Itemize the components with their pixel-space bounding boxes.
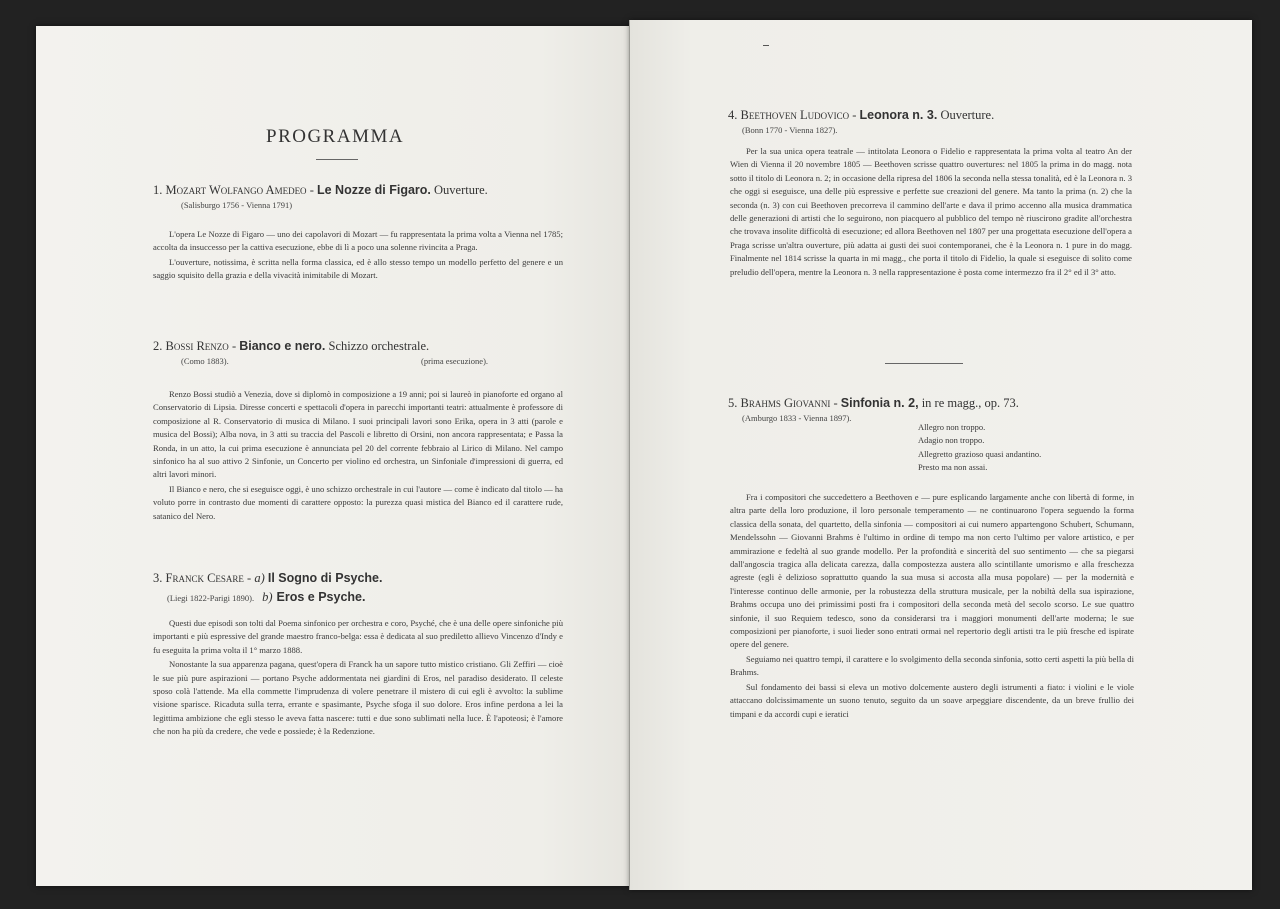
movement: Allegro non troppo.	[918, 422, 986, 432]
work-title-b: Eros e Psyche.	[276, 590, 366, 604]
paragraph: Sul fondamento dei bassi si eleva un motivo dolcemente austero degli istrumenti a fiato: i violini e le viole attaccano dolcissimamente un suono tenuto, seguito da un soave arpeggiare discendente, da un breve frullio dei timpani e da accordi cupi e ieratici	[730, 681, 1134, 719]
work-title: Le Nozze di Figaro.	[316, 183, 431, 197]
movement: Allegretto grazioso quasi andantino.	[918, 448, 1042, 459]
section-heading: 3. Franck Cesare - a) Il Sogno di Psyche.	[153, 571, 383, 585]
composer-dates: (Liegi 1822-Parigi 1890).	[167, 593, 255, 603]
paragraph: Nonostante la sua apparenza pagana, quest'opera di Franck ha un sapore tutto mistico cristiano. Gli Zeffiri — cioè le sue più pure aspirazioni — portano Psyche addormentata nei giardini di Eros, nel paradiso desiderato. Il celeste sposo colà l'attende. Ma ella commette l'imprudenza di volere penetrare il mistero di cui egli è avvolto: la sublime visione sparisce. Ricaduta sulla terra, errante e spasimante, Psyche sfoga il suo dolore. Eros infine perdona a lei la legittima ambizione che egli stesso le aveva fatta nascere: tutti e due sono sublimati nella luce. È l'apoteosi; è l'amore che non ha più da credere, che vede e possiede; è la Redenzione.	[153, 659, 563, 737]
composer-dates: (Como 1883).	[181, 356, 229, 366]
work-title: Bianco e nero.	[239, 339, 326, 353]
composer-dates: (Bonn 1770 - Vienna 1827).	[742, 125, 838, 135]
section-brahms	[728, 396, 1158, 423]
paragraph: L'ouverture, notissima, è scritta nella forma classica, ed è allo stesso tempo un modello perfetto del genere e un saggio squisito della grazia e della vivacità inimitabile di Mozart.	[153, 256, 563, 281]
section-mozart-text	[153, 228, 563, 283]
section-franck-text	[153, 617, 563, 739]
section-bossi-text	[153, 388, 563, 523]
composer-dates: (Salisburgo 1756 - Vienna 1791)	[181, 200, 293, 210]
section-franck: 3. Franck Cesare - a) Il Sogno di Psyche. (Liegi 1822-Parigi 1890). b) Eros e Psyche.	[153, 571, 563, 606]
section-heading: 5. Brahms Giovanni - Sinfonia n. 2, in re magg., op. 73.	[728, 396, 1019, 410]
section-heading: 4. Beethoven Ludovico - Leonora n. 3. Ouverture.	[728, 108, 995, 122]
left-page	[36, 26, 630, 886]
composer-name: Mozart Wolfango Amedeo	[165, 183, 307, 197]
work-title-a: Il Sogno di Psyche.	[267, 571, 383, 585]
premiere-note: (prima esecuzione).	[421, 356, 489, 366]
composer-name: Brahms Giovanni	[740, 396, 831, 410]
composer-dates: (Amburgo 1833 - Vienna 1897).	[742, 413, 852, 423]
movement: Adagio non troppo.	[918, 435, 985, 446]
section-heading: 2. Bossi Renzo - Bianco e nero. Schizzo orchestrale.	[153, 339, 430, 353]
section-divider	[885, 363, 963, 364]
section-beethoven	[728, 108, 1158, 135]
work-form: in re magg., op. 73.	[921, 396, 1019, 410]
movement: Presto ma non assai.	[918, 462, 988, 473]
composer-name: Franck Cesare	[165, 571, 244, 585]
paragraph: Renzo Bossi studiò a Venezia, dove si diplomò in composizione a 19 anni; poi si laureò in pianoforte ed organo al Conservatorio di Lipsia. Diresse concerti e spettacoli d'opera in parecchi importanti teatri: attualmente è professore di composizione al R. Conservatorio di musica di Milano. I suoi principali lavori sono Erika, opera in 3 atti (parole e musica del Bossi); Alba nova, in 3 atti su traccia del Pascoli e libretto di Orsini, non ancora rappresentata; e Passa la Ronda, in un atto, la cui prima esecuzione è annunciata pel 20 del corrente febbraio al Lirico di Milano. Nel campo sinfonico ha al suo attivo 2 Sinfonie, un Concerto per violino ed orchestra, un Sinfoniale d'impressioni di guerra, ed altri lavori minori.	[153, 389, 563, 480]
programme-title: PROGRAMMA	[266, 126, 405, 147]
composer-name: Beethoven Ludovico	[740, 108, 850, 122]
work-form: Ouverture.	[434, 183, 488, 197]
paragraph: Seguiamo nei quattro tempi, il carattere e lo svolgimento della seconda sinfonia, sotto certi aspetti la più bella di Brahms.	[730, 653, 1134, 678]
punch-mark	[763, 45, 769, 46]
paragraph: Il Bianco e nero, che si eseguisce oggi, è uno schizzo orchestrale in cui l'autore — come è indicato dal titolo — ha voluto porre in contrasto due momenti di carattere opposto: la purezza quasi mistica del Bianco ed il carattere rude, satanico del Nero.	[153, 483, 563, 521]
composer-name: Bossi Renzo	[165, 339, 229, 353]
movement-list	[918, 421, 1041, 475]
paragraph: Fra i compositori che succedettero a Beethoven e — pure esplicando largamente anche con libertà di forme, in altra parte della loro produzione, il loro personale temperamento — ne continuarono l'opera seguendo la forma classica della sonata, del quartetto, della sinfonia — compositori ai cui numero appartengono Schubert, Schumann, Mendelssohn — Giovanni Brahms è l'ultimo in ordine di tempo ma non certo l'ultimo per valore artistico, e per ammirazione e fedeltà al suo grande modello. Per la profondità e sincerità del suo sentimento — che sa piegarsi dall'angoscia tragica alla delicata carezza, dalla compostezza austera allo scintillante umorismo e alla freschezza agreste (egli è delizioso soprattutto quando la sua musa si accosta alla musa popolare) — per la modernità e l'interesse continuo delle armonie, per la robustezza della struttura musicale, per la nobiltà della sua ispirazione, Brahms occupa uno dei primissimi posti fra i compositori della seconda metà del secolo scorso. Le sue quattro sinfonie, il suo Requiem tedesco, sono da considerarsi tra i maggiori monumenti dell'arte moderna; le sue composizioni per pianoforte, i suoi lieder sono entrati ormai nel repertorio degli artisti tra le più fresche ed ispirate opere del genere.	[730, 492, 1134, 650]
section-brahms-text	[730, 491, 1134, 721]
paragraph: Per la sua unica opera teatrale — intitolata Leonora o Fidelio e rappresentata la prima volta al teatro An der Wien di Vienna il 20 novembre 1805 — Beethoven scrisse quattro ouvertures: nel 1805 la prima in do magg. nota sotto il titolo di Leonora n. 2; in occasione della ripresa del 1806 la seconda nella stessa tonalità, ed è la Leonora n. 3 che oggi si eseguisce, una delle più espressive e perfette sue creazioni del genere. Ma tanto la prima (n. 2) che la seconda (n. 3) con cui Beethoven precorreva il cammino dell'arte e dava il primo accenno alla musica drammatica delle generazioni di artisti che lo seguirono, non piacquero al pubblico del tempo nè riuscirono gradite all'orchestra che trovava insolite difficoltà di esecuzione; ed allora Beethoven nel 1807 per una progettata esecuzione dell'opera a Praga scrisse un'altra ouverture, più adatta ai gusti dei suoi contemporanei, che è la Leonora n. 1 pure in do magg. Finalmente nel 1814 scrisse la quarta in mi magg., che porta il titolo di Fidelio, la quale si eseguisce di solito come preludio dell'opera, mentre la Leonora n. 3 nella rappresentazione è posta come intermezzo fra il 2° ed il 3° atto.	[730, 146, 1132, 277]
paragraph: L'opera Le Nozze di Figaro — uno dei capolavori di Mozart — fu rappresentata la prima volta a Vienna nel 1785; accolta da insuccesso per la cattiva esecuzione, ebbe di lì a poco una solenne rivincita a Praga.	[153, 229, 563, 253]
section-mozart	[153, 183, 563, 210]
right-page	[630, 20, 1252, 890]
section-bossi	[153, 339, 563, 370]
title-divider	[316, 159, 358, 160]
paragraph: Questi due episodi son tolti dal Poema sinfonico per orchestra e coro, Psyché, che è una delle opere sinfoniche più importanti e più espressive del grande maestro franco-belga: essa è dedicata al suo prediletto allievo Vincenzo d'Indy e fu eseguita la prima volta il 1° marzo 1888.	[153, 618, 563, 655]
work-form: Schizzo orchestrale.	[328, 339, 430, 353]
work-title: Leonora n. 3.	[859, 108, 938, 122]
section-heading: 1. Mozart Wolfango Amedeo - Le Nozze di Figaro. Ouverture.	[153, 183, 488, 197]
work-title: Sinfonia n. 2,	[840, 396, 919, 410]
work-form: Ouverture.	[940, 108, 995, 122]
section-beethoven-text	[730, 145, 1132, 279]
